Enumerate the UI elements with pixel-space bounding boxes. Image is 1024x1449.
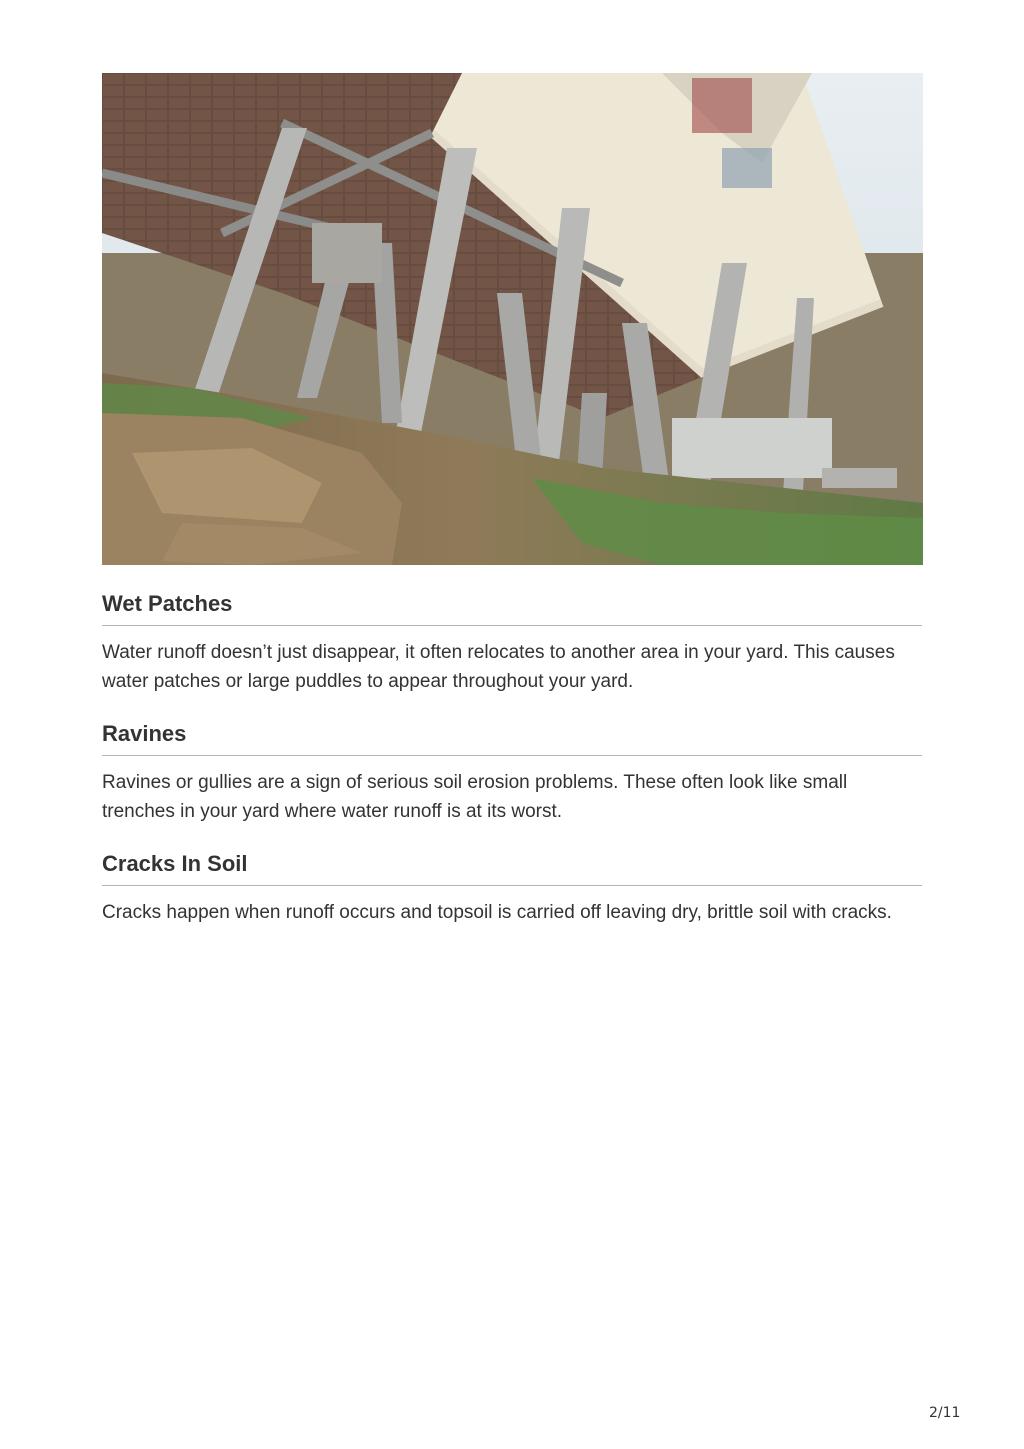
section-heading: Ravines bbox=[102, 720, 922, 756]
section-body: Cracks happen when runoff occurs and topsoil is carried off leaving dry, brittle soil with cracks. bbox=[102, 902, 892, 923]
section-ravines bbox=[102, 720, 922, 826]
section-body: Water runoff doesn’t just disappear, it often relocates to another area in your yard. This causes water patches or large puddles to appear throughout your yard. bbox=[102, 642, 895, 692]
erosion-house-photo bbox=[102, 73, 923, 565]
section-heading: Wet Patches bbox=[102, 590, 922, 626]
page-number: 2/11 bbox=[929, 1405, 961, 1421]
section-body: Ravines or gullies are a sign of serious soil erosion problems. These often look like small trenches in your yard where water runoff is at its worst. bbox=[102, 772, 848, 822]
section-wet-patches bbox=[102, 590, 922, 696]
photo-illustration bbox=[102, 73, 923, 565]
section-cracks-in-soil bbox=[102, 850, 922, 927]
section-heading: Cracks In Soil bbox=[102, 850, 922, 886]
